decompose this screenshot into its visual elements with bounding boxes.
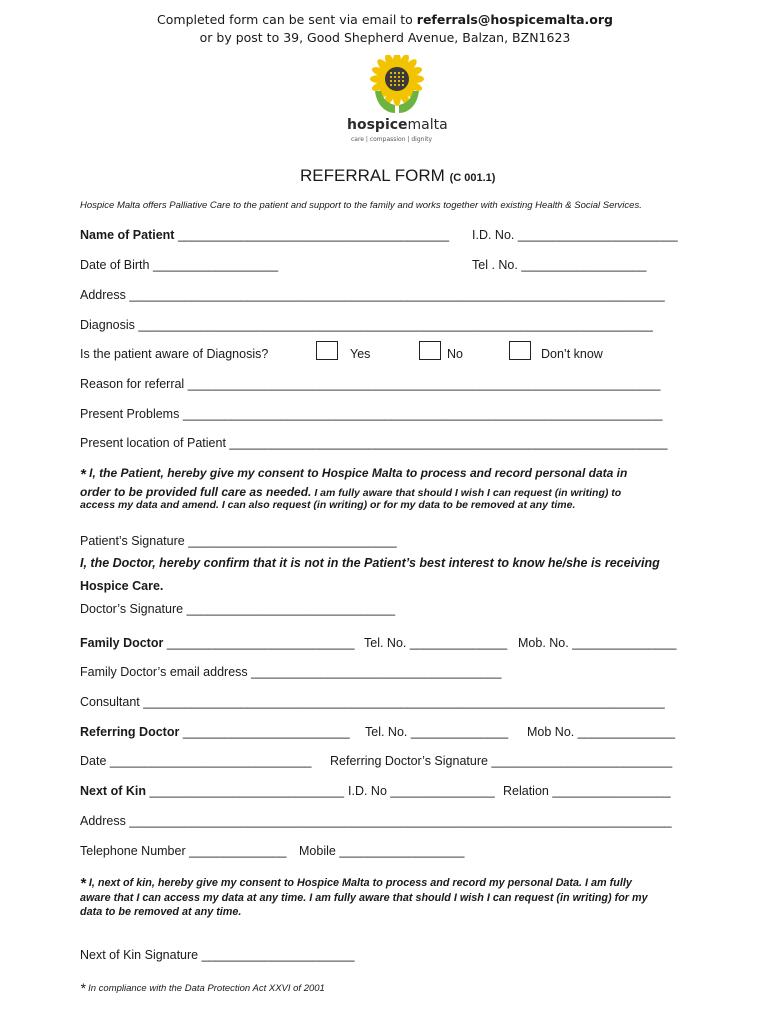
header-line-1 xyxy=(0,12,770,27)
doctor-signature-label: Doctor’s Signature xyxy=(80,602,184,616)
family-doctor-label: Family Doctor xyxy=(80,636,164,650)
patient-consent-line-1: * I, the Patient, hereby give my consent to Hospice Malta to process and record personal data in xyxy=(80,466,628,483)
date-field[interactable]: _____________________________ xyxy=(109,754,312,768)
kin-telephone-label: Telephone Number xyxy=(80,844,186,858)
logo-tagline: care | compassion | dignity xyxy=(351,136,433,143)
referring-doctor-row xyxy=(80,725,350,739)
referring-doctor-mob-row xyxy=(527,725,675,739)
family-doctor-tel-label: Tel. No. xyxy=(364,636,407,650)
hospice-malta-logo xyxy=(335,55,455,150)
referring-signature-field[interactable]: __________________________ xyxy=(491,754,673,768)
referring-signature-label: Referring Doctor’s Signature xyxy=(330,754,488,768)
patient-id-field[interactable]: _______________________ xyxy=(517,228,678,242)
referring-doctor-tel-field[interactable]: ______________ xyxy=(410,725,509,739)
patient-tel-field[interactable]: __________________ xyxy=(521,258,647,272)
doctor-signature-field[interactable]: ______________________________ xyxy=(186,602,396,616)
kin-relation-label: Relation xyxy=(503,784,549,798)
aware-dont-know-label: Don’t know xyxy=(541,347,603,361)
aware-dont-know-checkbox[interactable] xyxy=(509,341,531,360)
kin-relation-field[interactable]: _________________ xyxy=(552,784,671,798)
kin-consent-line-3: data to be removed at any time. xyxy=(80,906,242,918)
reason-label: Reason for referral xyxy=(80,377,185,391)
location-row xyxy=(80,436,667,450)
patient-signature-label: Patient’s Signature xyxy=(80,534,185,548)
problems-label: Present Problems xyxy=(80,407,180,421)
referring-doctor-mob-field[interactable]: ______________ xyxy=(577,725,676,739)
sunflower-hands-icon xyxy=(335,55,455,117)
aware-no-label: No xyxy=(447,347,463,361)
date-label: Date xyxy=(80,754,107,768)
patient-signature-row xyxy=(80,534,397,548)
consultant-label: Consultant xyxy=(80,695,140,709)
kin-consent-line-2: aware that I can access my data at any time. I am fully aware that should I wish I can request (in writing) for my xyxy=(80,892,648,904)
address-row xyxy=(80,288,665,302)
header-instruction: Completed form can be sent via email to xyxy=(157,12,417,27)
patient-consent-line-2: order to be provided full care as needed. I am fully aware that should I wish I can request (in writing) to xyxy=(80,485,622,499)
doctor-confirm-line-1: I, the Doctor, hereby confirm that it is not in the Patient’s best interest to know he/she is receiving xyxy=(80,556,660,570)
kin-mobile-label: Mobile xyxy=(299,844,336,858)
kin-consent-line-1: * I, next of kin, hereby give my consent to Hospice Malta to process and record my personal Data. I am fully xyxy=(80,875,632,892)
patient-id-label: I.D. No. xyxy=(472,228,515,242)
family-doctor-email-field[interactable]: ____________________________________ xyxy=(251,665,502,679)
patient-signature-field[interactable]: ______________________________ xyxy=(188,534,397,548)
family-doctor-tel-field[interactable]: ______________ xyxy=(409,636,508,650)
family-doctor-email-row xyxy=(80,665,501,679)
family-doctor-field[interactable]: ___________________________ xyxy=(166,636,355,650)
location-label: Present location of Patient xyxy=(80,436,226,450)
family-doctor-row xyxy=(80,636,355,650)
referring-doctor-label: Referring Doctor xyxy=(80,725,180,739)
next-of-kin-label: Next of Kin xyxy=(80,784,146,798)
kin-id-row xyxy=(348,784,495,798)
kin-signature-field[interactable]: ______________________ xyxy=(201,948,355,962)
kin-mobile-row xyxy=(299,844,464,858)
date-row xyxy=(80,754,312,768)
patient-tel-label: Tel . No. xyxy=(472,258,518,272)
doctor-confirm-line-2: Hospice Care. xyxy=(80,579,164,593)
kin-address-label: Address xyxy=(80,814,126,828)
diagnosis-label: Diagnosis xyxy=(80,318,135,332)
referring-doctor-tel-row xyxy=(365,725,508,739)
reason-field[interactable]: ____________________________________________________________________ xyxy=(187,377,661,391)
form-title: REFERRAL FORM (C 001.1) xyxy=(300,166,496,185)
aware-yes-checkbox[interactable] xyxy=(316,341,338,360)
aware-yes-label: Yes xyxy=(350,347,371,361)
kin-address-row xyxy=(80,814,672,828)
address-field[interactable]: _____________________________________________________________________________ xyxy=(129,288,665,302)
diagnosis-row xyxy=(80,318,653,332)
consultant-field[interactable]: ___________________________________________________________________________ xyxy=(143,695,665,709)
kin-signature-row xyxy=(80,948,355,962)
referral-email-link[interactable]: referrals@hospicemalta.org xyxy=(416,12,613,27)
reason-row xyxy=(80,377,660,391)
patient-name-label: Name of Patient xyxy=(80,228,175,242)
aware-question: Is the patient aware of Diagnosis? xyxy=(80,347,269,361)
family-doctor-mob-label: Mob. No. xyxy=(518,636,569,650)
patient-consent-line-3: access my data and amend. I can also request (in writing) or for my data to be removed at any time. xyxy=(80,499,576,511)
kin-telephone-field[interactable]: ______________ xyxy=(189,844,287,858)
footnote: * In compliance with the Data Protection Act XXVI of 2001 xyxy=(80,980,325,996)
doctor-signature-row xyxy=(80,602,395,616)
patient-name-row xyxy=(80,228,449,242)
family-doctor-mob-row xyxy=(518,636,676,650)
kin-telephone-row xyxy=(80,844,286,858)
referring-doctor-mob-label: Mob No. xyxy=(527,725,575,739)
dob-field[interactable]: __________________ xyxy=(152,258,279,272)
diagnosis-field[interactable]: __________________________________________________________________________ xyxy=(138,318,653,332)
kin-id-label: I.D. No xyxy=(348,784,387,798)
next-of-kin-field[interactable]: ____________________________ xyxy=(149,784,345,798)
address-label: Address xyxy=(80,288,126,302)
problems-row xyxy=(80,407,663,421)
family-doctor-tel-row xyxy=(364,636,507,650)
consultant-row xyxy=(80,695,665,709)
referring-doctor-tel-label: Tel. No. xyxy=(365,725,408,739)
logo-wordmark: hospicemalta xyxy=(347,117,448,133)
patient-name-field[interactable]: _______________________________________ xyxy=(177,228,450,242)
dob-label: Date of Birth xyxy=(80,258,150,272)
header-line-2: or by post to 39, Good Shepherd Avenue, Balzan, BZN1623 xyxy=(199,30,571,45)
family-doctor-mob-field[interactable]: _______________ xyxy=(572,636,677,650)
intro-text: Hospice Malta offers Palliative Care to the patient and support to the family and works together with existing Health & Social Services. xyxy=(80,200,642,211)
aware-no-checkbox[interactable] xyxy=(419,341,441,360)
patient-tel-row xyxy=(472,258,646,272)
next-of-kin-row xyxy=(80,784,344,798)
patient-id-row xyxy=(472,228,678,242)
family-doctor-email-label: Family Doctor’s email address xyxy=(80,665,248,679)
kin-id-field[interactable]: _______________ xyxy=(390,784,495,798)
problems-field[interactable]: _____________________________________________________________________ xyxy=(182,407,663,421)
referring-signature-row xyxy=(330,754,672,768)
kin-signature-label: Next of Kin Signature xyxy=(80,948,199,962)
dob-row xyxy=(80,258,278,272)
kin-address-field[interactable]: ______________________________________________________________________________ xyxy=(129,814,672,828)
kin-mobile-field[interactable]: __________________ xyxy=(339,844,465,858)
referring-doctor-field[interactable]: ________________________ xyxy=(182,725,350,739)
location-field[interactable]: _______________________________________________________________ xyxy=(229,436,668,450)
kin-relation-row xyxy=(503,784,671,798)
